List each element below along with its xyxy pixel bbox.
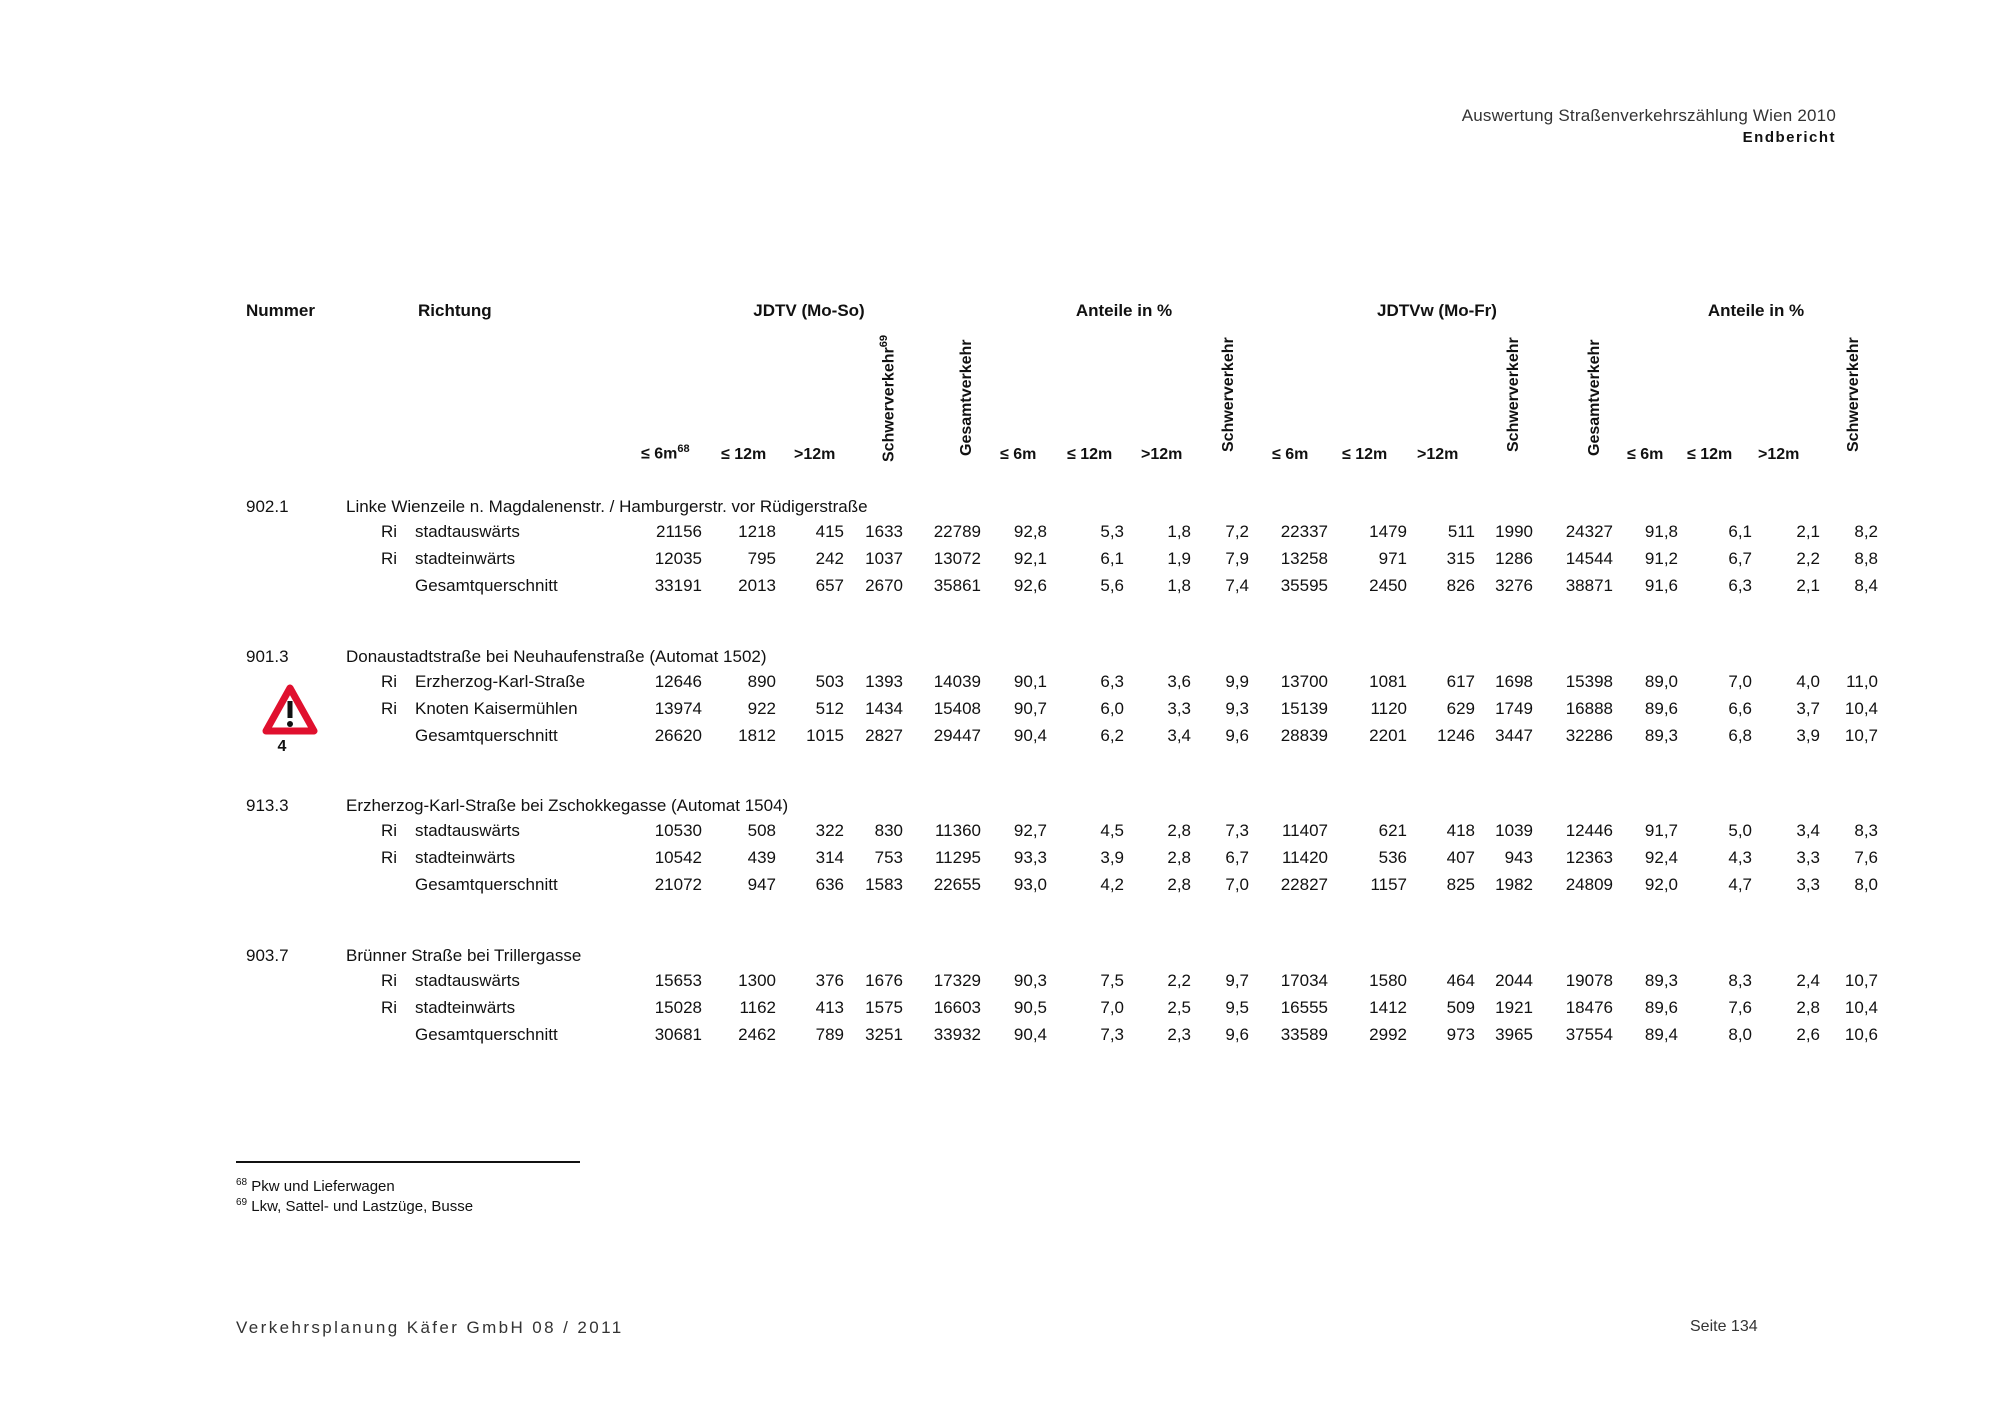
vhead-schwerverkehr-4: Schwerverkehr <box>1845 337 1862 452</box>
row-direction: stadtauswärts <box>415 522 520 541</box>
table-cell: 1676 <box>865 971 903 990</box>
table-cell: 536 <box>1378 848 1407 867</box>
table-cell: 93,3 <box>1013 848 1047 867</box>
table-cell: 90,3 <box>1013 971 1047 990</box>
table-cell: 10542 <box>654 848 702 867</box>
vhead-schwerverkehr-2: Schwerverkehr <box>1220 337 1237 452</box>
table-row <box>0 522 2000 549</box>
table-cell: 1412 <box>1369 998 1407 1017</box>
table-row <box>0 848 2000 875</box>
table-cell: 1246 <box>1437 726 1475 745</box>
table-cell: 92,8 <box>1013 522 1047 541</box>
table-cell: 6,0 <box>1100 699 1124 718</box>
table-cell: 89,3 <box>1644 971 1678 990</box>
section-title: Donaustadtstraße bei Neuhaufenstraße (Automat 1502) <box>346 647 767 666</box>
table-cell: 508 <box>747 821 776 840</box>
table-cell: 15398 <box>1565 672 1613 691</box>
table-cell: 33932 <box>933 1025 981 1044</box>
subhead-le12m-2: ≤ 12m <box>1067 446 1113 463</box>
table-cell: 509 <box>1446 998 1475 1017</box>
table-cell: 2670 <box>865 576 903 595</box>
table-cell: 21072 <box>654 875 702 894</box>
table-cell: 89,3 <box>1644 726 1678 745</box>
table-cell: 11295 <box>934 848 981 867</box>
table-cell: 13700 <box>1280 672 1328 691</box>
table-cell: 9,6 <box>1225 726 1249 745</box>
table-cell: 3,3 <box>1796 848 1820 867</box>
table-cell: 92,1 <box>1013 549 1047 568</box>
table-cell: 947 <box>747 875 776 894</box>
table-cell: 89,6 <box>1644 699 1678 718</box>
table-cell: 3965 <box>1495 1025 1533 1044</box>
table-cell: 1300 <box>738 971 776 990</box>
table-cell: 376 <box>815 971 844 990</box>
table-row <box>0 549 2000 576</box>
table-cell: 22337 <box>1280 522 1328 541</box>
table-cell: 3,9 <box>1100 848 1124 867</box>
table-cell: 13258 <box>1280 549 1328 568</box>
table-cell: 7,5 <box>1100 971 1124 990</box>
row-direction: Gesamtquerschnitt <box>415 726 558 745</box>
table-cell: 26620 <box>654 726 702 745</box>
table-cell: 3276 <box>1495 576 1533 595</box>
table-cell: 5,6 <box>1100 576 1124 595</box>
table-cell: 11360 <box>934 821 981 840</box>
table-cell: 1633 <box>865 522 903 541</box>
table-cell: 92,7 <box>1013 821 1047 840</box>
table-cell: 2201 <box>1369 726 1407 745</box>
table-cell: 10,7 <box>1844 726 1878 745</box>
table-cell: 2,1 <box>1796 522 1820 541</box>
row-ri-label: Ri <box>381 848 398 867</box>
table-cell: 2,8 <box>1167 848 1191 867</box>
table-cell: 12035 <box>654 549 702 568</box>
row-direction: Erzherzog-Karl-Straße <box>415 672 586 691</box>
table-cell: 2,2 <box>1796 549 1820 568</box>
table-cell: 7,2 <box>1225 522 1249 541</box>
table-cell: 4,0 <box>1796 672 1820 691</box>
table-cell: 2992 <box>1369 1025 1407 1044</box>
group-head-jdtv: JDTV (Mo-So) <box>753 301 865 320</box>
table-cell: 89,0 <box>1644 672 1678 691</box>
table-cell: 38871 <box>1565 576 1613 595</box>
table-cell: 93,0 <box>1013 875 1047 894</box>
table-cell: 90,1 <box>1013 672 1047 691</box>
table-cell: 314 <box>815 848 844 867</box>
section-913-3 <box>0 796 2000 906</box>
table-cell: 30681 <box>654 1025 702 1044</box>
table-cell: 15408 <box>933 699 981 718</box>
table-cell: 16603 <box>933 998 981 1017</box>
table-cell: 1434 <box>865 699 903 718</box>
table-cell: 5,0 <box>1728 821 1752 840</box>
table-cell: 795 <box>747 549 776 568</box>
warning-number: 4 <box>277 738 287 755</box>
table-cell: 1583 <box>865 875 903 894</box>
table-cell: 14039 <box>933 672 981 691</box>
table-cell: 629 <box>1446 699 1475 718</box>
table-cell: 7,6 <box>1728 998 1752 1017</box>
table-row <box>0 821 2000 848</box>
table-cell: 242 <box>815 549 844 568</box>
table-cell: 8,3 <box>1854 821 1878 840</box>
section-902-1 <box>0 497 2000 607</box>
subhead-gt12m-1: >12m <box>794 446 836 463</box>
table-cell: 636 <box>815 875 844 894</box>
table-cell: 91,2 <box>1644 549 1678 568</box>
table-cell: 90,5 <box>1013 998 1047 1017</box>
group-head-anteile-1: Anteile in % <box>1075 301 1173 320</box>
row-direction: Gesamtquerschnitt <box>415 576 558 595</box>
table-row <box>0 1025 2000 1052</box>
table-cell: 922 <box>747 699 776 718</box>
table-cell: 1921 <box>1495 998 1533 1017</box>
footer-page-number: Seite 134 <box>1690 1318 1758 1335</box>
table-cell: 11420 <box>1281 848 1328 867</box>
row-direction: stadteinwärts <box>415 998 516 1017</box>
table-cell: 8,8 <box>1854 549 1878 568</box>
table-cell: 890 <box>747 672 776 691</box>
report-subtitle: Endbericht <box>1742 129 1836 146</box>
table-cell: 17329 <box>933 971 981 990</box>
table-cell: 3,7 <box>1796 699 1820 718</box>
table-cell: 6,1 <box>1100 549 1124 568</box>
subhead-gt12m-2: >12m <box>1141 446 1183 463</box>
table-cell: 24809 <box>1565 875 1613 894</box>
table-cell: 1479 <box>1369 522 1407 541</box>
table-cell: 90,4 <box>1013 1025 1047 1044</box>
table-cell: 6,2 <box>1100 726 1124 745</box>
table-cell: 12363 <box>1565 848 1613 867</box>
table-cell: 2,4 <box>1796 971 1820 990</box>
table-cell: 91,8 <box>1644 522 1678 541</box>
table-cell: 1749 <box>1495 699 1533 718</box>
table-cell: 89,6 <box>1644 998 1678 1017</box>
vhead-gesamtverkehr-1: Gesamtverkehr <box>958 339 975 456</box>
table-cell: 21156 <box>655 522 702 541</box>
row-ri-label: Ri <box>381 971 398 990</box>
table-cell: 2,1 <box>1796 576 1820 595</box>
table-cell: 35861 <box>933 576 981 595</box>
table-cell: 8,3 <box>1728 971 1752 990</box>
footnote-divider <box>236 1161 580 1163</box>
subhead-le6m-4: ≤ 6m <box>1627 446 1664 463</box>
vhead-gesamtverkehr-2: Gesamtverkehr <box>1586 339 1603 456</box>
footer-company: Verkehrsplanung Käfer GmbH 08 / 2011 <box>236 1318 624 1337</box>
table-cell: 8,2 <box>1854 522 1878 541</box>
subhead-le6m-2: ≤ 6m <box>1000 446 1037 463</box>
table-cell: 6,6 <box>1728 699 1752 718</box>
subhead-le6m-3: ≤ 6m <box>1272 446 1309 463</box>
table-cell: 10,4 <box>1844 998 1878 1017</box>
table-cell: 90,7 <box>1013 699 1047 718</box>
table-cell: 16888 <box>1565 699 1613 718</box>
table-cell: 8,0 <box>1854 875 1878 894</box>
table-cell: 4,7 <box>1728 875 1752 894</box>
group-head-jdtvw: JDTVw (Mo-Fr) <box>1377 301 1497 320</box>
table-cell: 1037 <box>865 549 903 568</box>
table-cell: 3,4 <box>1167 726 1191 745</box>
warning-marker <box>262 684 318 754</box>
table-cell: 37554 <box>1565 1025 1613 1044</box>
table-cell: 7,9 <box>1225 549 1249 568</box>
footnote-68: $^{68}$ Pkw und Lieferwagen <box>236 1177 395 1195</box>
table-cell: 16555 <box>1280 998 1328 1017</box>
table-cell: 1575 <box>865 998 903 1017</box>
table-cell: 3,3 <box>1796 875 1820 894</box>
table-cell: 315 <box>1446 549 1475 568</box>
table-cell: 2,2 <box>1167 971 1191 990</box>
table-cell: 19078 <box>1565 971 1613 990</box>
section-number: 902.1 <box>246 497 289 516</box>
table-cell: 9,5 <box>1225 998 1249 1017</box>
table-cell: 973 <box>1446 1025 1475 1044</box>
table-cell: 9,7 <box>1225 971 1249 990</box>
table-cell: 1162 <box>739 998 776 1017</box>
table-cell: 2,3 <box>1167 1025 1191 1044</box>
subhead-gt12m-3: >12m <box>1417 446 1459 463</box>
table-cell: 1081 <box>1369 672 1407 691</box>
table-cell: 1039 <box>1495 821 1533 840</box>
table-cell: 826 <box>1446 576 1475 595</box>
table-cell: 6,7 <box>1225 848 1249 867</box>
warning-triangle-icon <box>262 684 318 736</box>
table-cell: 512 <box>815 699 844 718</box>
table-cell: 8,4 <box>1854 576 1878 595</box>
table-cell: 12446 <box>1565 821 1613 840</box>
table-cell: 1982 <box>1495 875 1533 894</box>
row-ri-label: Ri <box>381 522 398 541</box>
subhead-gt12m-4: >12m <box>1758 446 1800 463</box>
table-cell: 1120 <box>1370 699 1407 718</box>
table-cell: 13072 <box>933 549 981 568</box>
table-cell: 7,6 <box>1854 848 1878 867</box>
table-cell: 621 <box>1378 821 1407 840</box>
footnote-69: $^{69}$ Lkw, Sattel- und Lastzüge, Busse <box>236 1197 474 1215</box>
row-ri-label: Ri <box>381 699 398 718</box>
table-cell: 439 <box>747 848 776 867</box>
row-direction: Gesamtquerschnitt <box>415 1025 558 1044</box>
row-direction: stadtauswärts <box>415 971 520 990</box>
table-cell: 1157 <box>1370 875 1407 894</box>
report-title: Auswertung Straßenverkehrszählung Wien 2010 <box>1461 106 1836 125</box>
table-cell: 10,6 <box>1844 1025 1878 1044</box>
table-cell: 7,3 <box>1100 1025 1124 1044</box>
table-cell: 2013 <box>738 576 776 595</box>
vhead-schwerverkehr-3: Schwerverkehr <box>1505 337 1522 452</box>
table-cell: 24327 <box>1565 522 1613 541</box>
table-cell: 32286 <box>1565 726 1613 745</box>
table-cell: 3251 <box>865 1025 903 1044</box>
subhead-le12m-4: ≤ 12m <box>1687 446 1733 463</box>
table-cell: 4,5 <box>1100 821 1124 840</box>
table-cell: 1218 <box>738 522 776 541</box>
table-cell: 33191 <box>654 576 702 595</box>
section-title: Erzherzog-Karl-Straße bei Zschokkegasse (Automat 1504) <box>346 796 789 815</box>
table-cell: 18476 <box>1565 998 1613 1017</box>
table-cell: 2450 <box>1369 576 1407 595</box>
table-cell: 91,6 <box>1644 576 1678 595</box>
table-row <box>0 998 2000 1025</box>
table-cell: 15028 <box>654 998 702 1017</box>
table-cell: 825 <box>1446 875 1475 894</box>
table-cell: 971 <box>1378 549 1407 568</box>
table-cell: 15653 <box>654 971 702 990</box>
table-row <box>0 971 2000 998</box>
table-cell: 6,1 <box>1728 522 1752 541</box>
table-cell: 1990 <box>1495 522 1533 541</box>
section-title: Linke Wienzeile n. Magdalenenstr. / Hamburgerstr. vor Rüdigerstraße <box>346 497 868 516</box>
table-cell: 2,8 <box>1167 821 1191 840</box>
table-cell: 22655 <box>933 875 981 894</box>
table-cell: 407 <box>1446 848 1475 867</box>
table-cell: 7,0 <box>1100 998 1124 1017</box>
row-ri-label: Ri <box>381 821 398 840</box>
table-cell: 2,8 <box>1796 998 1820 1017</box>
table-cell: 13974 <box>654 699 702 718</box>
table-cell: 6,3 <box>1100 672 1124 691</box>
row-direction: Knoten Kaisermühlen <box>415 699 578 718</box>
table-cell: 7,4 <box>1225 576 1249 595</box>
table-cell: 10,4 <box>1844 699 1878 718</box>
row-ri-label: Ri <box>381 672 398 691</box>
table-cell: 1286 <box>1495 549 1533 568</box>
table-cell: 6,7 <box>1728 549 1752 568</box>
row-direction: stadteinwärts <box>415 848 516 867</box>
table-cell: 33589 <box>1280 1025 1328 1044</box>
table-cell: 2044 <box>1495 971 1533 990</box>
table-cell: 35595 <box>1280 576 1328 595</box>
table-cell: 2462 <box>738 1025 776 1044</box>
table-cell: 7,0 <box>1225 875 1249 894</box>
section-number: 913.3 <box>246 796 289 815</box>
table-cell: 17034 <box>1280 971 1328 990</box>
table-cell: 1,8 <box>1167 522 1191 541</box>
table-cell: 3,6 <box>1167 672 1191 691</box>
table-cell: 3,4 <box>1796 821 1820 840</box>
section-903-7 <box>0 946 2000 1056</box>
table-cell: 511 <box>1447 522 1475 541</box>
table-cell: 15139 <box>1280 699 1328 718</box>
table-row <box>0 875 2000 902</box>
table-cell: 9,9 <box>1225 672 1249 691</box>
table-cell: 753 <box>874 848 903 867</box>
table-cell: 6,8 <box>1728 726 1752 745</box>
row-direction: Gesamtquerschnitt <box>415 875 558 894</box>
table-cell: 9,6 <box>1225 1025 1249 1044</box>
table-cell: 3,9 <box>1796 726 1820 745</box>
table-cell: 2827 <box>865 726 903 745</box>
table-cell: 7,0 <box>1728 672 1752 691</box>
table-cell: 464 <box>1446 971 1475 990</box>
table-row <box>0 576 2000 603</box>
section-number: 903.7 <box>246 946 289 965</box>
table-cell: 413 <box>815 998 844 1017</box>
table-cell: 22789 <box>933 522 981 541</box>
table-cell: 2,5 <box>1167 998 1191 1017</box>
table-cell: 2,8 <box>1167 875 1191 894</box>
table-cell: 28839 <box>1280 726 1328 745</box>
table-cell: 1015 <box>806 726 844 745</box>
table-cell: 10530 <box>654 821 702 840</box>
table-cell: 1393 <box>865 672 903 691</box>
table-cell: 1,9 <box>1167 549 1191 568</box>
table-cell: 503 <box>815 672 844 691</box>
table-cell: 6,3 <box>1728 576 1752 595</box>
table-cell: 3447 <box>1495 726 1533 745</box>
table-cell: 22827 <box>1280 875 1328 894</box>
row-direction: stadtauswärts <box>415 821 520 840</box>
table-cell: 14544 <box>1565 549 1613 568</box>
document-header <box>1462 106 1836 146</box>
table-cell: 91,7 <box>1644 821 1678 840</box>
table-cell: 322 <box>815 821 844 840</box>
table-cell: 4,2 <box>1100 875 1124 894</box>
table-cell: 10,7 <box>1844 971 1878 990</box>
subhead-le6m-1: ≤ $6m^{68}$ <box>641 443 690 463</box>
col-head-richtung: Richtung <box>418 301 492 320</box>
table-cell: 415 <box>815 522 844 541</box>
table-cell: 12646 <box>654 672 702 691</box>
row-direction: stadteinwärts <box>415 549 516 568</box>
table-cell: 657 <box>815 576 844 595</box>
table-cell: 830 <box>874 821 903 840</box>
table-cell: 92,4 <box>1644 848 1678 867</box>
table-cell: 29447 <box>933 726 981 745</box>
table-cell: 1580 <box>1369 971 1407 990</box>
table-cell: 92,6 <box>1013 576 1047 595</box>
table-cell: 789 <box>815 1025 844 1044</box>
table-cell: 90,4 <box>1013 726 1047 745</box>
table-cell: 943 <box>1504 848 1533 867</box>
table-cell: 92,0 <box>1644 875 1678 894</box>
group-head-anteile-2: Anteile in % <box>1707 301 1805 320</box>
table-cell: 11,0 <box>1846 672 1878 691</box>
subhead-le12m-3: ≤ 12m <box>1342 446 1388 463</box>
table-cell: 4,3 <box>1728 848 1752 867</box>
table-cell: 1,8 <box>1167 576 1191 595</box>
table-cell: 5,3 <box>1100 522 1124 541</box>
table-cell: 7,3 <box>1225 821 1249 840</box>
table-cell: 1812 <box>738 726 776 745</box>
table-cell: 3,3 <box>1167 699 1191 718</box>
subhead-le12m-1: ≤ 12m <box>721 446 767 463</box>
table-cell: 89,4 <box>1644 1025 1678 1044</box>
table-cell: 9,3 <box>1225 699 1249 718</box>
table-cell: 1698 <box>1495 672 1533 691</box>
section-number: 901.3 <box>246 647 289 666</box>
row-ri-label: Ri <box>381 549 398 568</box>
table-cell: 2,6 <box>1796 1025 1820 1044</box>
vhead-schwerverkehr-1: Schwerverkehr$^{69}$ <box>878 335 898 462</box>
row-ri-label: Ri <box>381 998 398 1017</box>
table-cell: 11407 <box>1281 821 1328 840</box>
section-title: Brünner Straße bei Trillergasse <box>346 946 582 965</box>
table-cell: 8,0 <box>1728 1025 1752 1044</box>
table-cell: 617 <box>1446 672 1475 691</box>
col-head-nummer: Nummer <box>246 301 315 320</box>
table-cell: 418 <box>1446 821 1475 840</box>
